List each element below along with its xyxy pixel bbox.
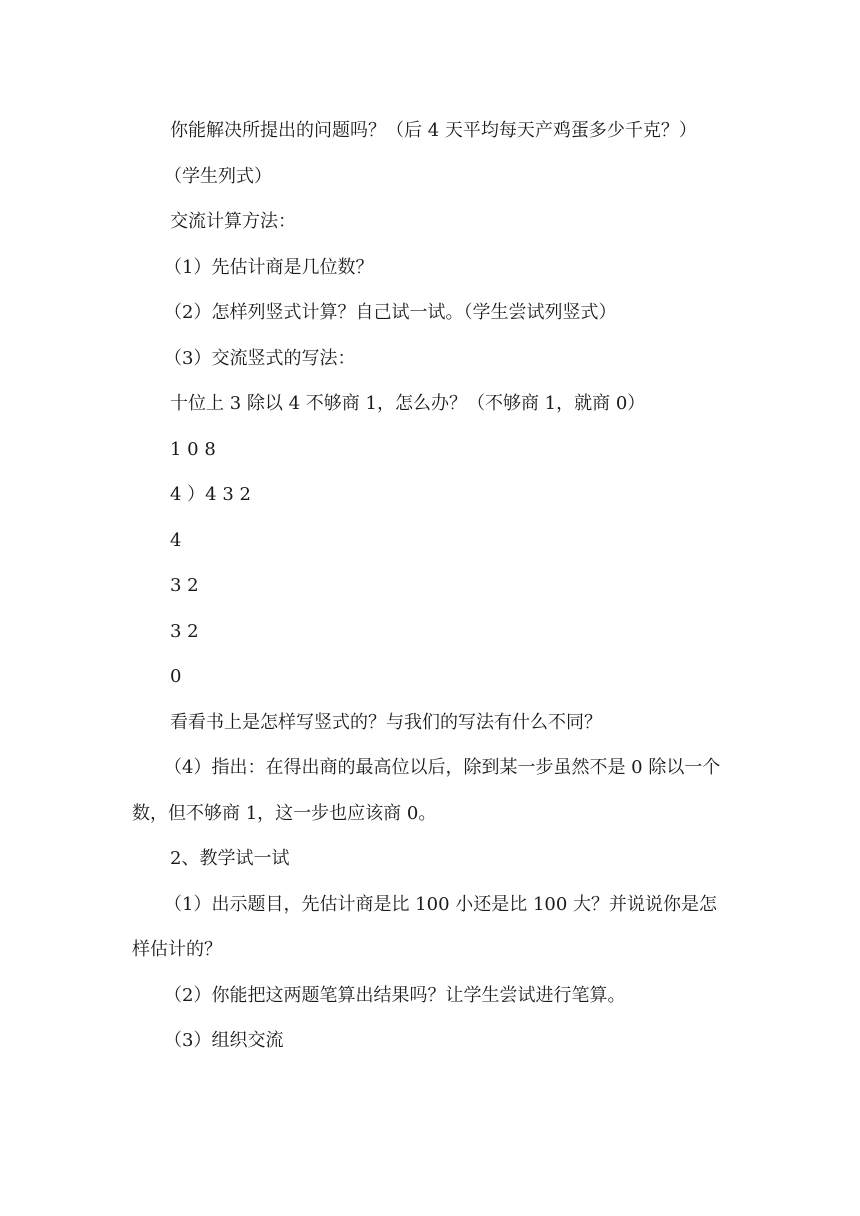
paragraph-try-1: （1）出示题目，先估计商是比 100 小还是比 100 大？并说说你是怎样估计的？ [132,893,718,960]
paragraph-exchange-method: 交流计算方法： [170,211,296,232]
paragraph-question: 你能解决所提出的问题吗？（后 4 天平均每天产鸡蛋多少千克？） [170,120,697,141]
paragraph-try-2: （2）你能把这两题笔算出结果吗？让学生尝试进行笔算。 [164,984,626,1006]
paragraph-tens-digit: 十位上 3 除以 4 不够商 1，怎么办？（不够商 1，就商 0） [170,393,646,414]
paragraph-compare-book: 看看书上是怎样写竖式的？与我们的写法有什么不同？ [170,711,602,733]
division-step-subtract-2: 3 2 [170,620,199,642]
paragraph-student-formula: （学生列式） [164,165,272,187]
paragraph-step-4: （4）指出：在得出商的最高位以后，除到某一步虽然不是 0 除以一个数，但不够商 1，这一步也应该商 0。 [132,757,721,824]
paragraph-step-3: （3）交流竖式的写法： [164,347,356,369]
division-step-remainder: 3 2 [170,575,199,596]
division-quotient: 1 0 8 [170,438,216,460]
division-step-subtract: 4 [170,529,182,551]
paragraph-step-1: （1）先估计商是几位数？ [164,256,374,278]
paragraph-try-3: （3）组织交流 [164,1030,284,1051]
division-final-remainder: 0 [170,666,182,687]
division-dividend: 4 ）4 3 2 [170,484,251,505]
document-body [132,108,730,1064]
paragraph-step-2: （2）怎样列竖式计算？自己试一试。（学生尝试列竖式） [164,302,617,323]
section-heading-try: 2、教学试一试 [170,848,290,869]
